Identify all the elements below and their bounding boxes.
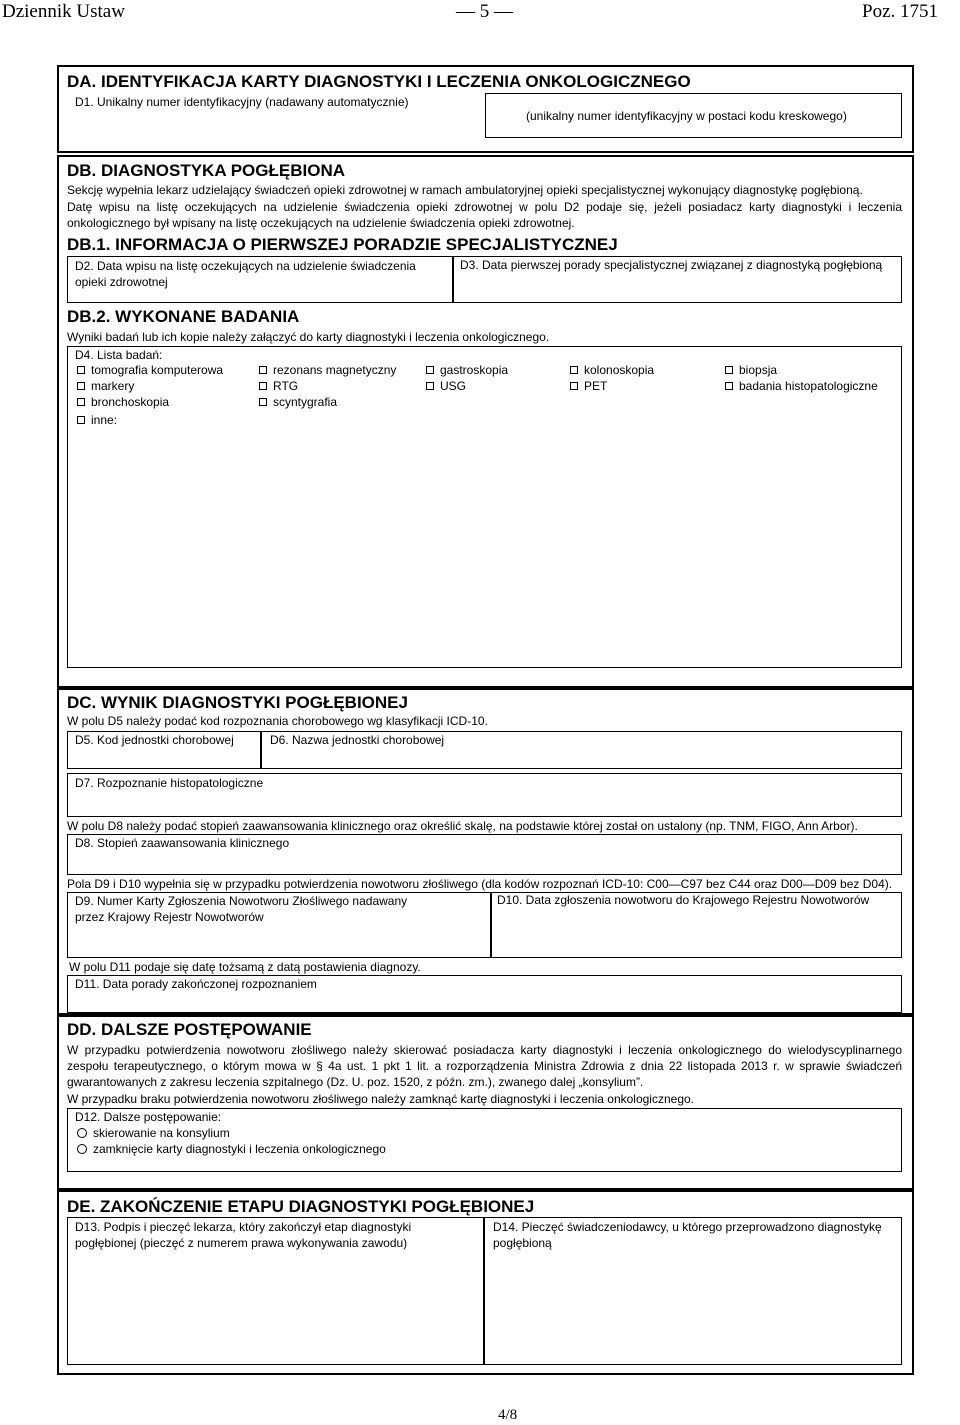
section-dd-title: DD. DALSZE POSTĘPOWANIE bbox=[67, 1020, 312, 1039]
checkbox-icon bbox=[259, 366, 267, 374]
d9-label: D9. Numer Karty Zgłoszenia Nowotworu Złośliwego nadawany przez Krajowy Rejestr Nowotworów bbox=[75, 894, 408, 924]
d12-label: D12. Dalsze postępowanie: bbox=[75, 1110, 222, 1124]
d4-label: D4. Lista badań: bbox=[75, 348, 163, 362]
checkbox-icon bbox=[725, 382, 733, 390]
db2-note: Wyniki badań lub ich kopie należy załączyć do karty diagnostyki i leczenia onkologicznego. bbox=[67, 330, 550, 344]
checkbox-inne[interactable]: inne: bbox=[77, 413, 117, 427]
checkbox-icon bbox=[77, 366, 85, 374]
barcode-note: (unikalny numer identyfikacyjny w postaci kodu kreskowego) bbox=[526, 109, 847, 123]
section-dc-title: DC. WYNIK DIAGNOSTYKI POGŁĘBIONEJ bbox=[67, 693, 408, 712]
radio-icon bbox=[77, 1128, 87, 1138]
d13-label: D13. Podpis i pieczęć lekarza, który zakończył etap diagnostyki pogłębionej (pieczęć z numerem prawa wykonywania zawodu) bbox=[75, 1220, 412, 1250]
radio-konsylium[interactable]: skierowanie na konsylium bbox=[77, 1126, 230, 1140]
checkbox-rezonans[interactable]: rezonans magnetyczny bbox=[259, 363, 396, 377]
journal-name: Dziennik Ustaw bbox=[2, 1, 125, 22]
checkbox-histopatologiczne[interactable]: badania histopatologiczne bbox=[725, 379, 878, 393]
d14-label: D14. Pieczęć świadczeniodawcy, u którego przeprowadzono diagnostykę pogłębioną bbox=[493, 1220, 882, 1250]
d8-label: D8. Stopień zaawansowania klinicznego bbox=[75, 836, 290, 850]
checkbox-icon bbox=[426, 382, 434, 390]
checkbox-pet[interactable]: PET bbox=[570, 379, 607, 393]
db-intro: Sekcję wypełnia lekarz udzielający świadczeń opieki zdrowotnej w ramach ambulatoryjnej opieki specjalistycznej wykonujący diagnostykę pogłębioną. bbox=[67, 183, 863, 197]
checkbox-markery[interactable]: markery bbox=[77, 379, 134, 393]
d7-label: D7. Rozpoznanie histopatologiczne bbox=[75, 776, 264, 790]
d6-label: D6. Nazwa jednostki chorobowej bbox=[270, 733, 445, 747]
checkbox-icon bbox=[77, 416, 85, 424]
radio-icon bbox=[77, 1144, 87, 1154]
checkbox-icon bbox=[77, 398, 85, 406]
radio-zamkniecie[interactable]: zamknięcie karty diagnostyki i leczenia onkologicznego bbox=[77, 1142, 386, 1156]
page-number: — 5 — bbox=[456, 1, 513, 22]
checkbox-icon bbox=[570, 366, 578, 374]
section-db1-title: DB.1. INFORMACJA O PIERWSZEJ PORADZIE SPECJALISTYCZNEJ bbox=[67, 235, 618, 254]
d10-label: D10. Data zgłoszenia nowotworu do Krajowego Rejestru Nowotworów bbox=[497, 893, 870, 907]
checkbox-usg[interactable]: USG bbox=[426, 379, 466, 393]
checkbox-rtg[interactable]: RTG bbox=[259, 379, 298, 393]
dc-note-d9-d10: Pola D9 i D10 wypełnia się w przypadku potwierdzenia nowotworu złośliwego (dla kodów rozpoznań ICD-10: C00―C97 bez C44 oraz D00―D09 bez D04). bbox=[67, 877, 893, 891]
checkbox-icon bbox=[570, 382, 578, 390]
d1-label: D1. Unikalny numer identyfikacyjny (nadawany automatycznie) bbox=[75, 95, 409, 109]
checkbox-bronchoskopia[interactable]: bronchoskopia bbox=[77, 395, 169, 409]
dc-note-d11: W polu D11 podaje się datę tożsamą z datą postawienia diagnozy. bbox=[69, 960, 421, 974]
db-note: Datę wpisu na listę oczekujących na udzielenie świadczenia opieki zdrowotnej w polu D2 podaje się, jeżeli posiadacz karty diagnostyki i leczenia onkologicznego był wpisany na listę oczekujących na udzielenie świadczenia opieki zdrowotnej. bbox=[67, 200, 902, 230]
checkbox-biopsja[interactable]: biopsja bbox=[725, 363, 777, 377]
checkbox-icon bbox=[259, 382, 267, 390]
d3-label: D3. Data pierwszej porady specjalistycznej związanej z diagnostyką pogłębioną bbox=[460, 258, 883, 272]
section-da-title: DA. IDENTYFIKACJA KARTY DIAGNOSTYKI I LECZENIA ONKOLOGICZNEGO bbox=[67, 72, 691, 91]
checkbox-icon bbox=[725, 366, 733, 374]
checkbox-icon bbox=[77, 382, 85, 390]
d5-label: D5. Kod jednostki chorobowej bbox=[75, 733, 234, 747]
section-db2-title: DB.2. WYKONANE BADANIA bbox=[67, 307, 300, 326]
d11-label: D11. Data porady zakończonej rozpoznaniem bbox=[75, 977, 317, 991]
dd-paragraph-1: W przypadku potwierdzenia nowotworu złośliwego należy skierować posiadacza karty diagnostyki i leczenia onkologicznego do wielodyscyplinarnego zespołu terapeutycznego, o którym mowa w § 4a ust. 1 pkt 1 lit. a rozporządzenia Ministra Zdrowia z dnia 22 listopada 2013 r. w sprawie świadczeń gwarantowanych z zakresu leczenia szpitalnego (Dz. U. poz. 1520, z późn. zm.), zwanego dalej „konsylium”. bbox=[67, 1043, 902, 1089]
dc-note-d5: W polu D5 należy podać kod rozpoznania chorobowego wg klasyfikacji ICD-10. bbox=[67, 714, 488, 728]
checkbox-icon bbox=[426, 366, 434, 374]
checkbox-kolonoskopia[interactable]: kolonoskopia bbox=[570, 363, 654, 377]
d2-label: D2. Data wpisu na listę oczekujących na udzielenie świadczenia opieki zdrowotnej bbox=[75, 259, 416, 289]
dd-paragraph-2: W przypadku braku potwierdzenia nowotworu złośliwego należy zamknąć kartę diagnostyki i leczenia onkologicznego. bbox=[67, 1092, 694, 1106]
section-de-title: DE. ZAKOŃCZENIE ETAPU DIAGNOSTYKI POGŁĘBIONEJ bbox=[67, 1197, 535, 1216]
checkbox-tomografia[interactable]: tomografia komputerowa bbox=[77, 363, 223, 377]
d4-field[interactable] bbox=[67, 346, 902, 668]
position-number: Poz. 1751 bbox=[862, 1, 938, 22]
section-db-title: DB. DIAGNOSTYKA POGŁĘBIONA bbox=[67, 161, 345, 180]
dc-note-d8: W polu D8 należy podać stopień zaawansowania klinicznego oraz określić skalę, na podstawie której został on ustalony (np. TNM, FIGO, Ann Arbor). bbox=[67, 819, 858, 833]
page-counter: 4/8 bbox=[498, 1407, 518, 1423]
checkbox-icon bbox=[259, 398, 267, 406]
checkbox-gastroskopia[interactable]: gastroskopia bbox=[426, 363, 508, 377]
checkbox-scyntygrafia[interactable]: scyntygrafia bbox=[259, 395, 337, 409]
